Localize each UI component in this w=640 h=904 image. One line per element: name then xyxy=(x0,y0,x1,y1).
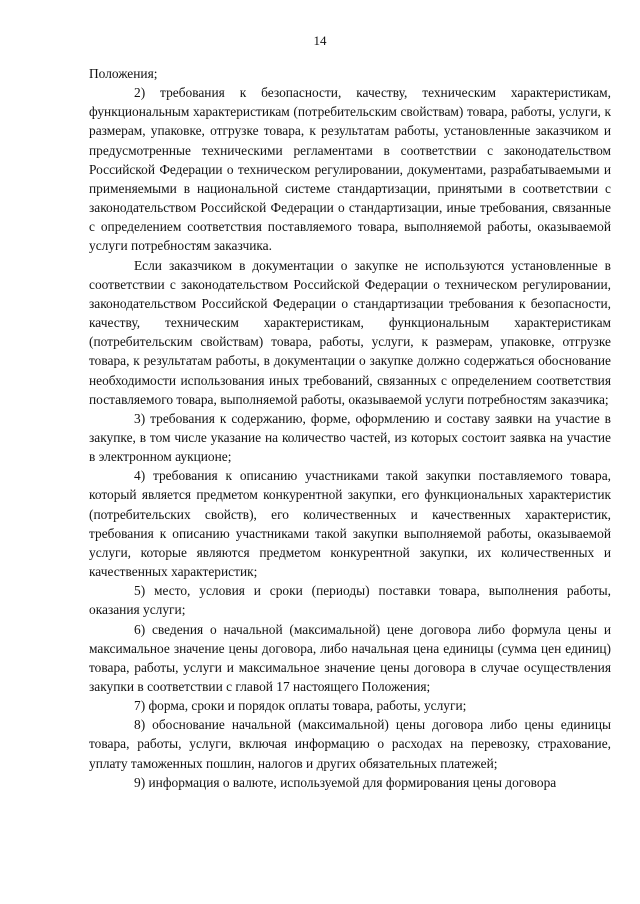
paragraph-3: 3) требования к содержанию, форме, оформлению и составу заявки на участие в закупке, в том числе указание на количество частей, из которых состоит заявка на участие в электронном аукционе; xyxy=(89,410,611,465)
paragraph-6: 6) сведения о начальной (максимальной) цене договора либо формула цены и максимальное значение цены договора, либо начальная цена единицы (сумма цен единиц) товара, работы, услуги и максимальное значение цены договора в случае осуществления закупки в соответствии с главой 17 настоящего Положения; xyxy=(89,621,611,694)
paragraph-2: Если заказчиком в документации о закупке не используются установленные в соответствии с законодательством Российской Федерации о техническом регулировании, законодательством Российской Федерации о стандартизации требования к безопасности, качеству, техническим характеристикам, функциональным характеристикам (потребительским свойствам) товара, работы, услуги, к размерам, упаковке, отгрузке товара, к результатам работы, в документации о закупке должно содержаться обоснование необходимости использования иных требований, связанных с определением соответствия поставляемого товара, выполняемой работы, оказываемой услуги потребностям заказчика; xyxy=(89,257,611,407)
paragraph-9: 9) информация о валюте, используемой для формирования цены договора xyxy=(134,774,557,790)
paragraph-0: Положения; xyxy=(89,66,158,81)
paragraph-1: 2) требования к безопасности, качеству, техническим характеристикам, функциональным характеристикам (потребительским свойствам) товара, работы, услуги, к размерам, упаковке, отгрузке товара, к результатам работы, установленные заказчиком и предусмотренные техническими регламентами в соответствии с законодательством Российской Федерации о техническом регулировании, документами, разрабатываемыми и применяемыми в национальной системе стандартизации, принятыми в соответствии с законодательством Российской Федерации о стандартизации, иные требования, связанные с определением соответствия поставляемого товара, выполняемой работы, оказываемой услуги потребностям заказчика. xyxy=(89,85,611,254)
paragraph-4: 4) требования к описанию участниками такой закупки поставляемого товара, который является предметом конкурентной закупки, его функциональных характеристик (потребительских свойств), его количественных и качественных характеристик, требования к описанию участниками такой закупки выполняемой работы, оказываемой услуги, которые являются предметом конкурентной закупки, их количественных и качественных характеристик; xyxy=(89,468,611,580)
body-text xyxy=(89,64,611,792)
paragraph-7: 7) форма, сроки и порядок оплаты товара, работы, услуги; xyxy=(134,698,467,714)
paragraph-5: 5) место, условия и сроки (периоды) поставки товара, выполнения работы, оказания услуги; xyxy=(89,583,611,618)
paragraph-8: 8) обоснование начальной (максимальной) цены договора либо цены единицы товара, работы, услуги, включая информацию о расходах на перевозку, страхование, уплату таможенных пошлин, налогов и других обязательных платежей; xyxy=(89,717,611,771)
page-number: 14 xyxy=(313,33,327,48)
